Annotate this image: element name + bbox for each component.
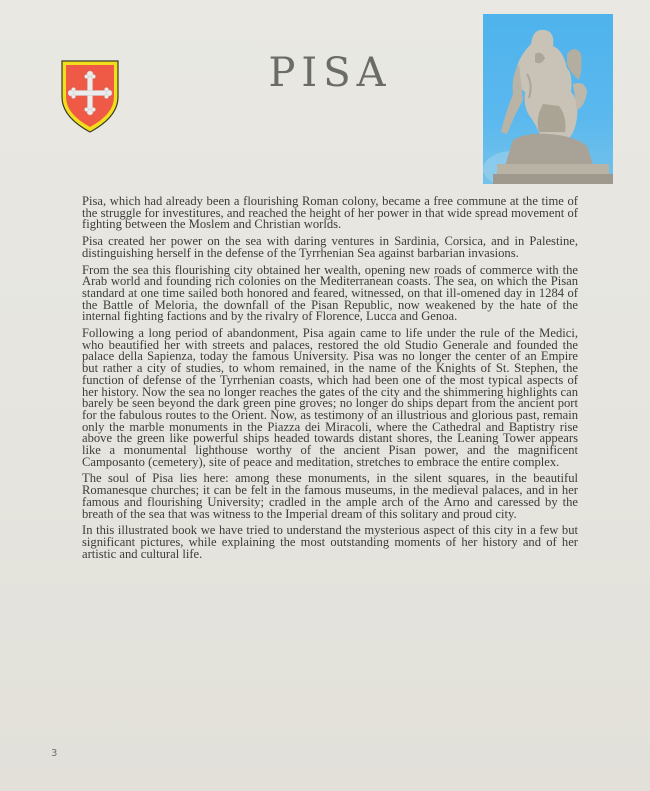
article-body [82,196,578,565]
paragraph: In this illustrated book we have tried to understand the mysterious aspect of this city in a few but significant pictures, while explaining the most outstanding moments of her history and of her artistic and cultural life. [82,523,578,561]
cherub-statue-image [483,14,613,184]
paragraph: Pisa, which had already been a flourishing Roman colony, became a free commune at the time of the struggle for investitures, and reached the height of her power in that wide spread movement of fighting between the Moslem and Christian worlds. [82,194,578,232]
pisan-cross-shield-icon [60,59,120,134]
paragraph: Pisa created her power on the sea with daring ventures in Sardinia, Corsica, and in Palestine, distinguishing herself in the defense of the Tyrrhenian Sea against barbarian invasions. [82,234,578,260]
paragraph: From the sea this flourishing city obtained her wealth, opening new roads of commerce with the Arab world and founding rich colonies on the Mediterranean coasts. The sea, on which the Pisan standard at one time sailed both honored and feared, witnessed, on that ill-omened day in 1284 of the Battle of Meloria, the downfall of the Pisan Republic, now weakened by the hate of the internal fighting factions and by the rivalry of Florence, Lucca and Genoa. [82,262,578,324]
page-number: 3 [51,748,58,759]
statue-photo [483,14,613,184]
paragraph: The soul of Pisa lies here: among these monuments, in the silent squares, in the beautiful Romanesque churches; it can be felt in the famous museums, in the medieval palaces, and in her famous and flourishing University; cradled in the ample arch of the Arno and caressed by the breath of the sea that was witness to the Imperial dream of this solitary and proud city. [82,471,578,521]
page-title: PISA [268,50,392,96]
paragraph: Following a long period of abandonment, Pisa again came to life under the rule of the Medici, who beautified her with streets and palaces, restored the old Studio Generale and founded the palace della Sapienza, today the famous University. Pisa was no longer the center of an Empire but rather a city of studies, to whom remained, in the name of the Knights of St. Stephen, the function of defense of the Tyrrhenian coasts, which had been one of the most typical aspects of her history. Now the sea no longer reaches the gates of the city and the shimmering highlights can barely be seen beyond the dark green pine groves; no longer do ships depart from the ancient port for the fabulous routes to the Orient. Now, as testimony of an illustrious and glorious past, remain only the marble monuments in the Piazza dei Miracoli, where the Cathedral and Baptistry rise above the green like powerful ships headed towards distant shores, the Leaning Tower appears like a monumental lighthouse worthy of the ancient Pisan power, and the magnificent Camposanto (cemetery), site of peace and meditation, stretches to embrace the entire complex. [82,326,578,469]
